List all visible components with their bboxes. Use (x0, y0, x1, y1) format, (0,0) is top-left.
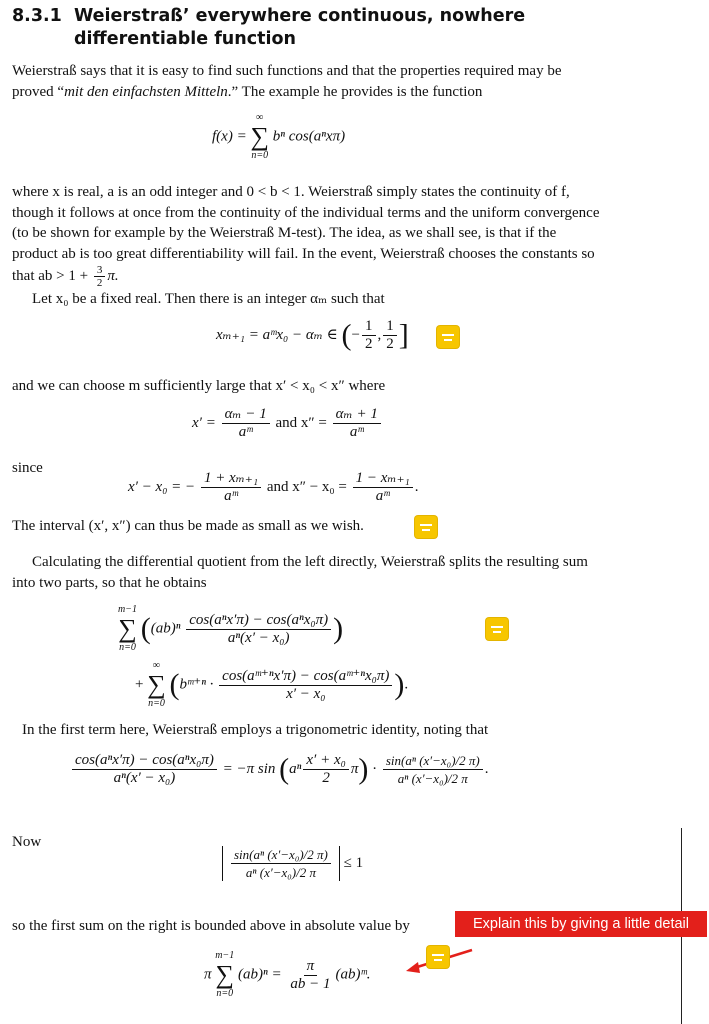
eq7-den: aⁿ (x′−x₀)/2 π (245, 865, 316, 880)
open-paren: ( (341, 318, 352, 352)
eq3-den2: aᵐ (349, 424, 364, 440)
eq6-inner-pi: π (350, 760, 359, 777)
comma: , (377, 326, 382, 343)
eq6-inner-num: x′ + x₀ (303, 752, 348, 770)
eq2-lhs: xₘ₊₁ = aᵐx₀ − αₘ ∈ (216, 326, 338, 343)
equation-trig-identity: $\frac{\text{cos(aⁿx′π) − cos(aⁿx₀π)}}{\text{aⁿ(x′ − x₀)}}$ = −π sin (aⁿ $\frac{\text{x′ + x₀}}{2}$ π) · $\frac{\text{sin(aⁿ (x′−x₀)/2 π)}}{\text{aⁿ (x′−x₀)/2 π}}$ . (70, 752, 488, 787)
paragraph-interval (12, 516, 602, 537)
equation-split-sum-1: m−1 ∑ n=0 ((ab)ⁿ $\frac{\text{cos(aⁿx′π) − cos(aⁿx₀π)}}{\text{aⁿ(x′ − x₀)}}$ ) (118, 604, 344, 653)
eq6-dot: · (372, 760, 378, 777)
paragraph-choose-m (12, 376, 602, 397)
eq4-num1: 1 + xₘ₊₁ (201, 470, 261, 488)
eq3-num2: αₘ + 1 (333, 406, 381, 424)
equation-geometric-sum (204, 950, 370, 1000)
section-heading (12, 5, 652, 51)
half-1-den: 2 (365, 336, 373, 352)
eq5-num2: cos(aᵐ⁺ⁿx′π) − cos(aᵐ⁺ⁿx₀π) (219, 668, 392, 686)
half-2 (383, 318, 397, 353)
eq4-frac1 (201, 470, 261, 505)
three-halves-fraction (94, 264, 106, 289)
eq3-frac1 (222, 406, 270, 441)
note-icon[interactable] (486, 618, 508, 640)
paragraph-intro (12, 61, 602, 102)
eq5-end: . (404, 676, 409, 693)
note-icon[interactable] (415, 516, 437, 538)
since-text: since (12, 460, 43, 476)
absolute-value (222, 846, 340, 881)
eq6-den2: aⁿ (x′−x₀)/2 π (397, 771, 468, 786)
choose-m-text: and we can choose m sufficiently large that x′ < x₀ < x″ where (12, 378, 386, 394)
section-title: Weierstraß’ everywhere continuous, nowhere differentiable function (74, 6, 526, 49)
eq3-mid: and x″ = (275, 414, 327, 431)
eq4-end: . (414, 478, 419, 495)
continuity-tail: π. (107, 267, 119, 284)
eq3-frac2 (333, 406, 381, 441)
half-2-den: 2 (386, 336, 394, 352)
close-bracket: ] (398, 318, 409, 352)
eq8-tail: (ab)ᵐ. (335, 966, 371, 983)
half-1 (362, 318, 376, 353)
sum-symbol: ∞ ∑ n=0 (250, 112, 269, 161)
trig-text: In the first term here, Weierstraß employs a trigonometric identity, noting that (22, 722, 489, 738)
eq3-lhs: x′ = (192, 414, 216, 431)
annotation-line (681, 937, 682, 1024)
sum-upper: ∞ (152, 660, 161, 671)
sum-symbol: m−1 ∑ n=0 (118, 604, 137, 653)
eq8-lhs: π (204, 966, 212, 983)
sum-lower: n=0 (148, 698, 165, 709)
paragraph-quotient (12, 552, 602, 593)
eq6-frac1 (72, 752, 217, 787)
annotation-line (681, 828, 682, 911)
frac-num: 3 (94, 264, 106, 277)
sum-lower: n=0 (216, 988, 234, 999)
equation-function (212, 112, 345, 162)
equation-xprime (192, 406, 383, 441)
sum-upper: m−1 (118, 604, 137, 615)
eq4-den1: aᵐ (224, 488, 238, 504)
eq5-coef1: (ab)ⁿ (150, 620, 181, 637)
eq8-term: (ab)ⁿ = (238, 966, 282, 983)
sum-symbol: ∞ ∑ n=0 (147, 660, 166, 709)
plus-sign: + (135, 676, 144, 693)
eq3-num1: αₘ − 1 (222, 406, 270, 424)
note-icon[interactable] (437, 326, 459, 348)
equation-bound (222, 846, 363, 881)
continuity-text: where x is real, a is an odd integer and 0 < b < 1. Weierstraß simply states the continuity of f, though it follows at once from the continuity of the individual terms and the uniform convergence (to be shown for example by the Weierstraß M-test). The idea, as we shall see, is that if the product ab is too great differentiability will fail. In the event, Weierstraß chooses the constants so that ab > 1 + (12, 184, 600, 284)
equation-interval (216, 318, 409, 353)
eq6-inner-a: aⁿ (289, 760, 302, 777)
sum-upper: m−1 (215, 950, 235, 961)
eq5-coef2: bᵐ⁺ⁿ · (179, 676, 214, 693)
eq5-den1: aⁿ(x′ − x₀) (227, 629, 290, 646)
eq4-den2: aᵐ (375, 488, 390, 504)
sum-symbol: m−1 ∑ n=0 (215, 950, 235, 999)
paragraph-bound (12, 916, 452, 937)
interval-text: The interval (x′, x″) can thus be made as small as we wish. (12, 518, 364, 534)
minus-sign: − (351, 326, 361, 343)
eq6-frac2 (383, 752, 483, 787)
eq6-mid: = −π sin (222, 760, 276, 777)
equation-split-sum-2: + ∞ ∑ n=0 (bᵐ⁺ⁿ · $\frac{\text{cos(aᵐ⁺ⁿx′π) − cos(aᵐ⁺ⁿx₀π)}}{\text{x′ − x₀}}$ ). (135, 660, 409, 709)
eq4-lhs: x′ − x₀ = − (128, 478, 196, 495)
eq4-num2: 1 − xₘ₊₁ (353, 470, 413, 488)
eq6-den1: aⁿ(x′ − x₀) (113, 770, 176, 786)
eq6-end: . (484, 760, 489, 777)
annotation-comment[interactable]: Explain this by giving a little detail (455, 911, 707, 937)
half-2-num: 1 (383, 318, 397, 336)
half-1-num: 1 (362, 318, 376, 336)
eq3-den1: aᵐ (238, 424, 253, 440)
sum-lower: n=0 (119, 642, 136, 653)
fixed-real-text: Let x₀ be a fixed real. Then there is an integer αₘ such that (32, 291, 385, 307)
eq6-inner-den: 2 (322, 770, 330, 786)
quotient-text: Calculating the differential quotient from the left directly, Weierstraß splits the resulting sum into two parts, so that he obtains (12, 554, 588, 591)
equation-differences (128, 470, 419, 505)
eq1-lhs: f(x) = (212, 128, 247, 145)
eq8-frac (287, 958, 333, 993)
paragraph-trig (22, 720, 612, 741)
eq1-term: bⁿ cos(aⁿxπ) (272, 128, 346, 145)
eq7-frac (231, 846, 331, 881)
eq6-num2: sin(aⁿ (x′−x₀)/2 π) (383, 752, 483, 770)
intro-text-end: .” The example he provides is the function (227, 83, 483, 100)
quote-text: mit den einfachsten Mitteln (64, 83, 228, 100)
sum-lower: n=0 (251, 150, 269, 161)
eq4-frac2 (353, 470, 413, 505)
intro-text: Weierstraß says that it is easy to find such functions and that the properties required may be proved “ (12, 63, 562, 100)
eq5-num1: cos(aⁿx′π) − cos(aⁿx₀π) (186, 612, 331, 630)
section-number: 8.3.1 (12, 6, 62, 26)
sum-upper: ∞ (256, 112, 264, 123)
eq8-num: π (304, 958, 318, 976)
eq7-num: sin(aⁿ (x′−x₀)/2 π) (231, 846, 331, 864)
now-text: Now (12, 834, 42, 850)
frac-den: 2 (96, 277, 103, 289)
eq5-den2: x′ − x₀ (286, 685, 326, 702)
eq4-mid: and x″ − x₀ = (266, 478, 347, 495)
eq7-rel: ≤ 1 (343, 854, 364, 871)
eq5-frac1 (186, 612, 331, 647)
eq5-frac2 (219, 668, 392, 703)
eq8-den: ab − 1 (290, 975, 331, 992)
eq6-num1: cos(aⁿx′π) − cos(aⁿx₀π) (72, 752, 217, 770)
note-icon[interactable] (427, 946, 449, 968)
paragraph-continuity (12, 182, 602, 310)
bound-text: so the first sum on the right is bounded above in absolute value by (12, 918, 410, 934)
eq6-inner-frac (303, 752, 348, 787)
